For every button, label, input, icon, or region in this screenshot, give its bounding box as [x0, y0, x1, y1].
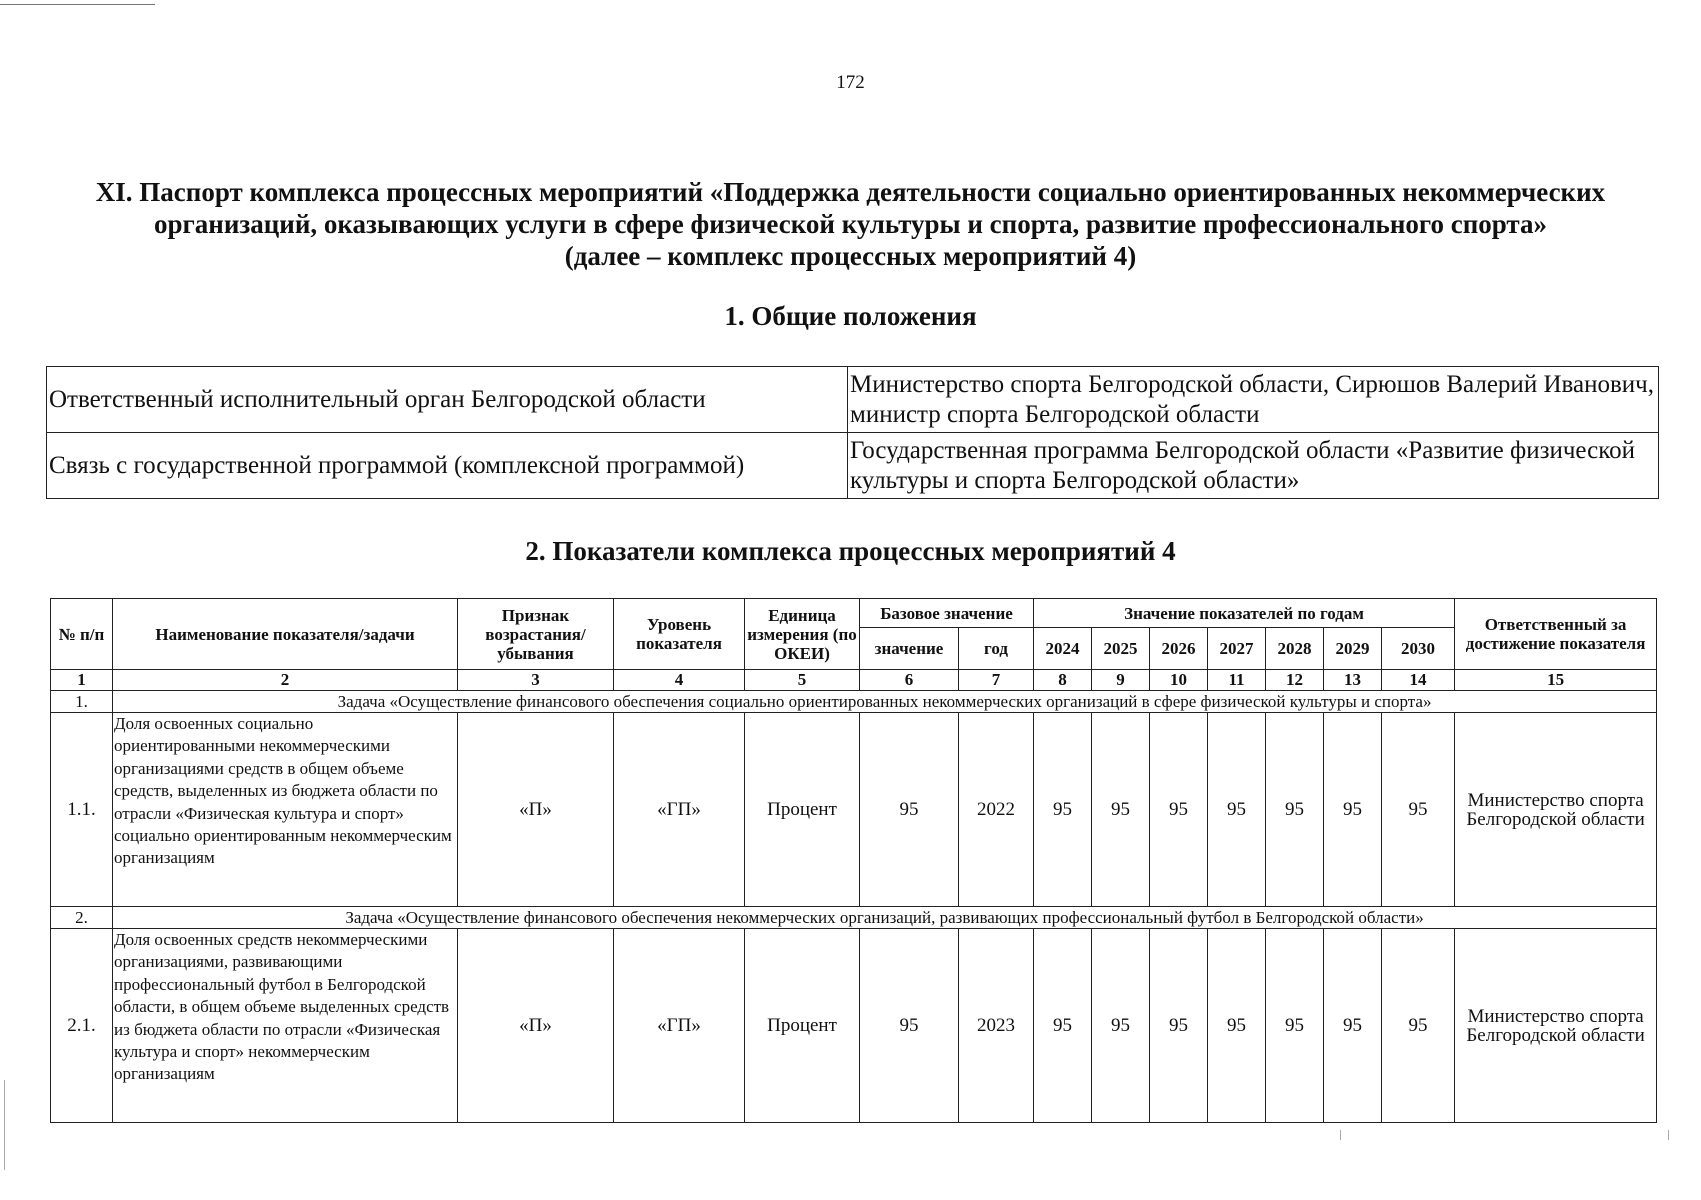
- column-number: 7: [959, 670, 1034, 691]
- column-number: 11: [1208, 670, 1266, 691]
- indicator-num: 1.1.: [51, 713, 113, 907]
- column-number: 13: [1324, 670, 1382, 691]
- header-year: 2025: [1092, 628, 1150, 670]
- task-row: [51, 691, 1657, 713]
- header-unit: Единица измерения (по ОКЕИ): [745, 599, 860, 670]
- general-value: Государственная программа Белгородской области «Развитие физической культуры и спорта Белгородской области»: [848, 433, 1659, 499]
- general-provisions-table: [46, 366, 1659, 499]
- header-by-years: Значение показателей по годам: [1034, 599, 1455, 628]
- column-number: 9: [1092, 670, 1150, 691]
- column-number: 15: [1455, 670, 1657, 691]
- header-name: Наименование показателя/задачи: [113, 599, 458, 670]
- indicator-year-value: 95: [1324, 929, 1382, 1123]
- header-base-value: значение: [860, 628, 959, 670]
- page-number: 172: [836, 72, 865, 93]
- header-year: 2029: [1324, 628, 1382, 670]
- column-number: 4: [614, 670, 745, 691]
- indicator-year-value: 95: [1092, 713, 1150, 907]
- header-level: Уровень показателя: [614, 599, 745, 670]
- indicator-year-value: 95: [1034, 929, 1092, 1123]
- column-number: 2: [113, 670, 458, 691]
- indicator-base-year: 2023: [959, 929, 1034, 1123]
- table-row: [47, 367, 1659, 433]
- column-number: 6: [860, 670, 959, 691]
- table-row: [47, 433, 1659, 499]
- task-num: 2.: [51, 907, 113, 929]
- header-num: № п/п: [51, 599, 113, 670]
- general-label: Связь с государственной программой (комплексной программой): [47, 433, 848, 499]
- indicator-unit: Процент: [745, 713, 860, 907]
- indicator-year-value: 95: [1382, 713, 1455, 907]
- section-heading-indicators: 2. Показатели комплекса процессных мероприятий 4: [525, 536, 1176, 566]
- general-label: Ответственный исполнительный орган Белгородской области: [47, 367, 848, 433]
- indicator-sign: «П»: [458, 713, 614, 907]
- indicator-year-value: 95: [1382, 929, 1455, 1123]
- header-sign: Признак возрастания/ убывания: [458, 599, 614, 670]
- indicator-year-value: 95: [1034, 713, 1092, 907]
- column-number: 5: [745, 670, 860, 691]
- indicator-num: 2.1.: [51, 929, 113, 1123]
- indicator-year-value: 95: [1324, 713, 1382, 907]
- indicator-name: Доля освоенных социально ориентированными некоммерческими организациями средств в общем объеме средств, выделенных из бюджета области по отрасли «Физическая культура и спорт» социально ориентированным некоммерческим организациям: [113, 713, 458, 907]
- indicator-year-value: 95: [1092, 929, 1150, 1123]
- indicator-responsible: Министерство спорта Белгородской области: [1455, 929, 1657, 1123]
- indicator-row: [51, 713, 1657, 907]
- header-year: 2026: [1150, 628, 1208, 670]
- indicator-row: [51, 929, 1657, 1123]
- column-number: 3: [458, 670, 614, 691]
- column-number-row: [51, 670, 1657, 691]
- indicators-table: [50, 598, 1657, 1123]
- title-line-1: XI. Паспорт комплекса процессных мероприятий «Поддержка деятельности социально ориентированных некоммерческих: [95, 177, 1606, 207]
- column-number: 8: [1034, 670, 1092, 691]
- indicator-name: Доля освоенных средств некоммерческими организациями, развивающими профессиональный футбол в Белгородской области, в общем объеме выделенных средств из бюджета области по отрасли «Физическая культура и спорт» некоммерческим организациям: [113, 929, 458, 1123]
- title-line-3: (далее – комплекс процессных мероприятий 4): [564, 241, 1137, 271]
- header-year: 2024: [1034, 628, 1092, 670]
- title-line-2: организаций, оказывающих услуги в сфере физической культуры и спорта, развитие профессионального спорта»: [153, 209, 1548, 239]
- task-num: 1.: [51, 691, 113, 713]
- header-base-year: год: [959, 628, 1034, 670]
- header-base: Базовое значение: [860, 599, 1034, 628]
- column-number: 14: [1382, 670, 1455, 691]
- column-number: 12: [1266, 670, 1324, 691]
- indicator-year-value: 95: [1150, 713, 1208, 907]
- general-value: Министерство спорта Белгородской области, Сирюшов Валерий Иванович, министр спорта Белгородской области: [848, 367, 1659, 433]
- indicator-level: «ГП»: [614, 929, 745, 1123]
- indicator-base-value: 95: [860, 713, 959, 907]
- task-title: Задача «Осуществление финансового обеспечения социально ориентированных некоммерческих организаций в сфере физической культуры и спорта»: [113, 691, 1657, 713]
- column-number: 1: [51, 670, 113, 691]
- header-responsible: Ответственный за достижение показателя: [1455, 599, 1657, 670]
- indicator-level: «ГП»: [614, 713, 745, 907]
- indicator-year-value: 95: [1266, 713, 1324, 907]
- task-row: [51, 907, 1657, 929]
- indicator-sign: «П»: [458, 929, 614, 1123]
- document-title: [40, 176, 1661, 272]
- column-number: 10: [1150, 670, 1208, 691]
- header-year: 2030: [1382, 628, 1455, 670]
- indicator-year-value: 95: [1150, 929, 1208, 1123]
- indicator-responsible: Министерство спорта Белгородской области: [1455, 713, 1657, 907]
- header-year: 2028: [1266, 628, 1324, 670]
- indicator-year-value: 95: [1208, 713, 1266, 907]
- header-row-1: [51, 599, 1657, 628]
- indicator-year-value: 95: [1208, 929, 1266, 1123]
- task-title: Задача «Осуществление финансового обеспечения некоммерческих организаций, развивающих профессиональный футбол в Белгородской области»: [113, 907, 1657, 929]
- section-heading-general: 1. Общие положения: [724, 301, 977, 331]
- indicator-base-year: 2022: [959, 713, 1034, 907]
- indicator-unit: Процент: [745, 929, 860, 1123]
- scan-edge-line: [0, 4, 155, 5]
- indicator-year-value: 95: [1266, 929, 1324, 1123]
- indicator-base-value: 95: [860, 929, 959, 1123]
- header-year: 2027: [1208, 628, 1266, 670]
